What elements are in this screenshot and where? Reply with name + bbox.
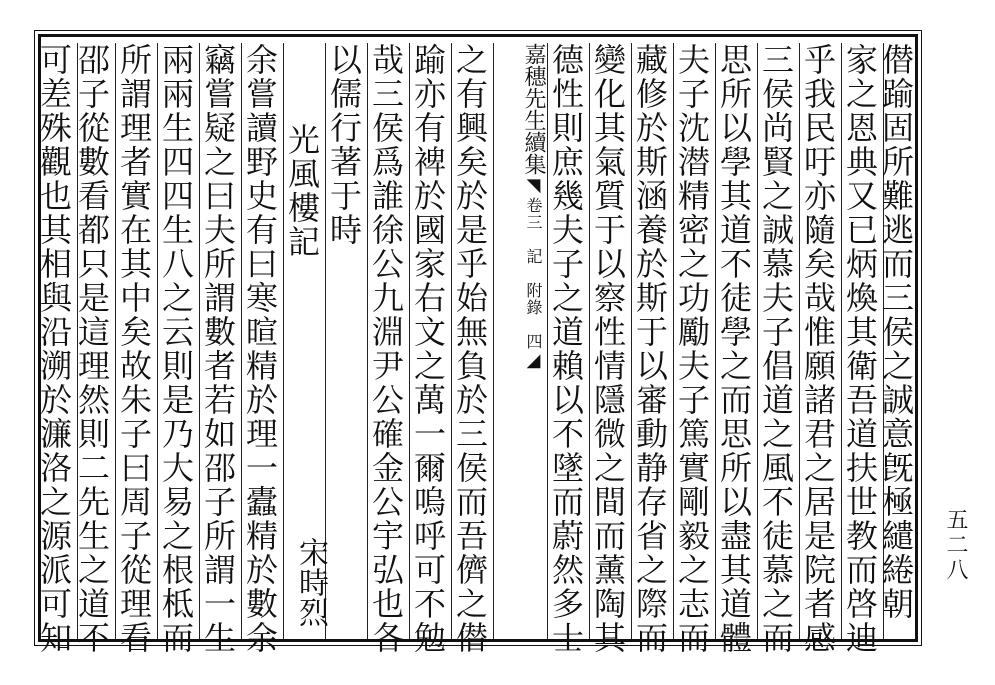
text-column-11 [409,43,451,655]
column-19-text: 邵子從數看都只是這理然則二先生之道不 [73,43,111,655]
text-column-12 [367,43,409,655]
essay-author: 宋時烈 [293,537,328,627]
column-15-text: 余嘗讀野史有曰寒暄精於理一蠹精於數余 [241,43,279,655]
column-16-text: 竊嘗疑之曰夫所謂數者若如邵子所謂一生 [199,43,237,655]
text-column-19 [73,43,115,655]
column-10-text: 之有興矣於是乎始無負於三侯而吾儕之僣 [451,43,489,655]
page-frame [35,34,918,655]
column-11-text: 踰亦有裨於國家右文之萬一爾嗚呼可不勉 [409,43,447,655]
text-column-15 [241,43,283,655]
text-column-2 [841,43,883,655]
column-1-extra: 朝 [877,587,915,621]
text-column-16 [199,43,241,655]
column-18-text: 所謂理者實在其中矣故朱子曰周子從理看 [115,43,153,655]
text-column-1 [877,43,919,639]
column-9-text: 德性則庶幾夫子之道賴以不墜而蔚然多士 [547,43,585,655]
column-5-text: 思所以學其道不徒學之而思所以盡其道體 [715,43,753,655]
text-column-8 [589,43,631,655]
text-column-18 [115,43,157,655]
volume-label: 卷三 [524,197,543,231]
leaf-number: 四 [524,333,543,350]
essay-title: 光風樓記 [283,123,321,259]
section-label: 記 [524,248,543,265]
column-6-text: 夫子沈潜精密之功勵夫子篤實剛毅之志而 [673,43,711,655]
column-7-text: 藏修於斯涵養於斯于以審動静存省之際而 [631,43,669,655]
fish-tail-icon: ◥ [523,175,544,197]
column-4-text: 三侯尚賢之誠慕夫子倡道之風不徒慕之而 [757,43,795,655]
column-12-text: 哉三侯爲誰徐公九淵尹公確金公宇弘也各 [367,43,405,655]
column-2-text: 家之恩典又已炳煥其衛吾道扶世教而啓迪 [841,43,879,655]
text-column-7 [631,43,673,655]
center-fold-column [493,43,547,639]
column-17-text: 兩兩生四四生八之云則是乃大易之根柢而 [157,43,195,655]
text-column-10 [451,43,493,655]
text-column-6 [673,43,715,655]
fish-tail-bottom-icon: ◢ [523,350,544,372]
page-number: 五二八 [943,508,968,583]
column-3-text: 乎我民吁亦隨矣哉惟願諸君之居是院者感 [799,43,837,655]
text-column-9 [547,43,589,655]
appendix-label: 附錄 [524,282,543,316]
text-column-4 [757,43,799,655]
column-20-text: 可差殊觀也其相與沿溯於濂洛之源派可知 [35,43,73,655]
book-title: 嘉穗先生續集 [521,43,546,175]
text-column-20 [35,43,77,655]
text-column-17 [157,43,199,655]
text-column-5 [715,43,757,655]
column-1-text: 僣踰固所難逃而三侯之誠意旣極繾綣 [877,43,915,587]
text-column-3 [799,43,841,655]
column-8-text: 變化其氣質于以察性情隱微之間而薰陶其 [589,43,627,655]
column-13-text: 以儒行著于時 [325,43,363,247]
